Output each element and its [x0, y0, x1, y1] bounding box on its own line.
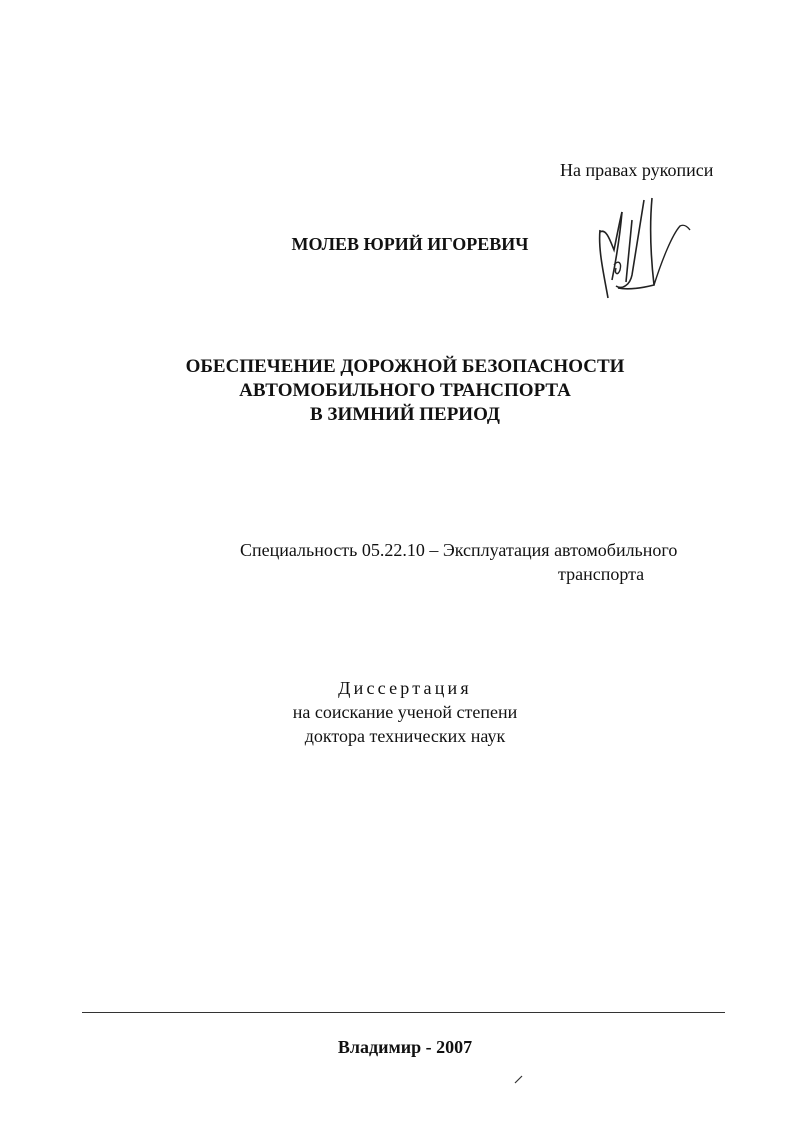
specialty-line-1: Специальность 05.22.10 – Эксплуатация автомобильного — [240, 540, 678, 560]
manuscript-note: На правах рукописи — [560, 160, 714, 180]
author-name: МОЛЕВ ЮРИЙ ИГОРЕВИЧ — [291, 234, 529, 254]
degree-line-2: доктора технических наук — [304, 726, 506, 746]
title-line-3: В ЗИМНИЙ ПЕРИОД — [310, 404, 500, 425]
dissertation-title — [120, 355, 690, 427]
footer-divider — [82, 1012, 725, 1013]
city-year: Владимир - 2007 — [337, 1037, 473, 1057]
specialty-line-2: транспорта — [558, 564, 645, 584]
scan-speck — [514, 1074, 524, 1084]
work-type — [230, 676, 580, 748]
title-line-2: АВТОМОБИЛЬНОГО ТРАНСПОРТА — [239, 380, 571, 401]
specialty — [240, 538, 740, 586]
signature — [592, 190, 702, 310]
work-type-label: Диссертация — [338, 678, 472, 698]
title-line-1: ОБЕСПЕЧЕНИЕ ДОРОЖНОЙ БЕЗОПАСНОСТИ — [185, 356, 625, 377]
degree-line-1: на соискание ученой степени — [292, 702, 518, 722]
